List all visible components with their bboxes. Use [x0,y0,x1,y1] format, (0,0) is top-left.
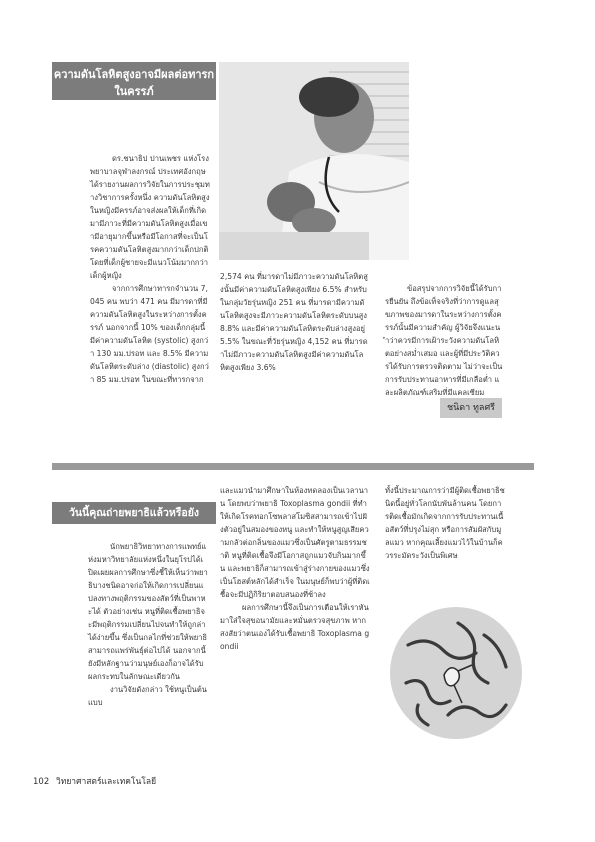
section-divider [52,463,534,470]
article-1-title-text: ความดันโลหิตสูงอาจมีผลต่อทารกในครรภ์ [53,68,215,98]
article-1-author [440,398,502,418]
article-2-column-3 [385,484,505,562]
article-2-column-1 [88,540,208,709]
article-1-paragraph-4: ข้อสรุปจากการวิจัยนี้ได้รับการยืนยัน ถึงข้อเท็จจริงที่ว่าการดูแลสุขภาพของมารดาในระหว่างการตั้งครรภ์นั้นมีความสำคัญ ผู้วิจัยจึงแนะนำว่าควรมีการเฝ้าระวังความดันโลหิตอย่างสม่ำเสมอ และผู้ที่มีประวัติควรได้รับการตรวจติดตาม ไม่ว่าจะเป็นการรับประทานอาหารที่มีเกลือต่ำ และผลิตภัณฑ์เสริมที่มีแคลเซียม [385,284,503,397]
article-2-title-text: วันนี้คุณถ่ายพยาธิแล้วหรือยัง [68,507,200,519]
magazine-name: วิทยาศาสตร์และเทคโนโลยี [55,777,157,787]
article-2 [0,470,595,800]
doctor-baby-photo [219,62,409,260]
article-1-column-3 [385,282,503,399]
article-1-paragraph-1: ดร.ชนาธิป ปานเพชร แห่งโรงพยาบาลจุฬาลงกรณ์ ประเทศอังกฤษ ได้รายงานผลการวิจัยในการประชุมทางวิชาการครั้งหนึ่ง ความดันโลหิตสูงในหญิงมีครรภ์อาจส่งผลให้เด็กที่เกิดมามีภาวะที่มีความดันโลหิตสูงเมื่อเขามีอายุมากขึ้นหรือมีโอกาสที่จะเป็นโรคความดันโลหิตสูงมากกว่าเด็กปกติ โดยที่เด็กผู้ชายจะมีแนวโน้มมากกว่าเด็กผู้หญิง [90,154,210,280]
article-2-title [52,502,216,524]
article-2-paragraph-2: งานวิจัยดังกล่าว ใช้หนูเป็นต้นแบบ [88,685,207,707]
article-2-column-2 [220,484,370,653]
article-1-paragraph-2: จากการศึกษาทารกจำนวน 7,045 คน พบว่า 471 คน มีมารดาที่มีความดันโลหิตสูงในระหว่างการตั้งครรภ์ นอกจากนี้ 10% ของเด็กกลุ่มนี้มีค่าความดันโลหิต (systolic) สูงกว่า 130 มม.ปรอท และ 8.5% มีความดันโลหิตระดับล่าง (diastolic) สูงกว่า 85 มม.ปรอท ในขณะที่ทารกจาก [90,284,209,384]
parasite-illustration [388,605,524,741]
page-number: 102 [33,777,50,787]
article-2-paragraph-5: ทั้งนี้ประมาณการว่ามีผู้ติดเชื้อพยาธิชนิดนี้อยู่ทั่วโลกนับพันล้านคน โดยการติดเชื้อมักเกิดจากการรับประทานเนื้อสัตว์ที่ปรุงไม่สุก หรือการสัมผัสกับมูลแมว หากคุณเลี้ยงแมวไว้ในบ้านก็ควรระมัดระวังเป็นพิเศษ [385,486,505,560]
article-2-paragraph-1: นักพยาธิวิทยาทางการแพทย์แห่งมหาวิทยาลัยแห่งหนึ่งในยุโรปได้เปิดเผยผลการศึกษาซึ่งชี้ให้เห็นว่าพยาธิบางชนิดอาจก่อให้เกิดการเปลี่ยนแปลงทางพฤติกรรมของสัตว์ที่เป็นพาหะได้ ตัวอย่างเช่น หนูที่ติดเชื้อพยาธิจะมีพฤติกรรมเปลี่ยนไปจนทำให้ถูกล่าได้ง่ายขึ้น ซึ่งเป็นกลไกที่ช่วยให้พยาธิสามารถแพร่พันธุ์ต่อไปได้ นอกจากนี้ยังมีหลักฐานว่ามนุษย์เองก็อาจได้รับผลกระทบในลักษณะเดียวกัน [88,542,208,681]
parasite-icon [388,605,524,741]
article-1-title [52,62,216,100]
photo-illustration [219,62,409,260]
article-2-paragraph-3: และแมวนำมาศึกษาในห้องทดลองเป็นเวลานาน โดยพบว่าพยาธิ Toxoplasma gondii ที่ทำให้เกิดโรคทอกโซพลาสโมซิสสามารถเข้าไปฝังตัวอยู่ในสมองของหนู และทำให้หนูสูญเสียความกลัวต่อกลิ่นของแมวซึ่งเป็นศัตรูตามธรรมชาติ หนูที่ติดเชื้อจึงมีโอกาสถูกแมวจับกินมากขึ้น และพยาธิก็สามารถเข้าสู่ร่างกายของแมวซึ่งเป็นโฮสต์หลักได้สำเร็จ ในมนุษย์ก็พบว่าผู้ที่ติดเชื้อจะมีปฏิกิริยาตอบสนองที่ช้าลง [220,486,370,599]
article-1-column-2 [220,270,368,374]
author-name: ชนิดา ทูลศรี [446,403,495,413]
article-2-paragraph-4: ผลการศึกษานี้จึงเป็นการเตือนให้เราหันมาใส่ใจสุขอนามัยและหมั่นตรวจสุขภาพ หากสงสัยว่าตนเองได้รับเชื้อพยาธิ Toxoplasma gondii [220,603,370,651]
article-1-paragraph-3: 2,574 คน ที่มารดาไม่มีภาวะความดันโลหิตสูงนั้นมีค่าความดันโลหิตสูงเพียง 6.5% สำหรับในกลุ่มวัยรุ่นหญิง 251 คน ที่มารดามีความดันโลหิตสูงจะมีภาวะความดันโลหิตระดับบนสูง 8.8% และมีค่าความดันโลหิตระดับล่างสูงอยู่ 5.5% ในขณะที่วัยรุ่นหญิง 4,152 คน ที่มารดาไม่มีภาวะความดันโลหิตสูงมีค่าความดันโลหิตสูงเพียง 3.6% [220,272,368,372]
page-footer [33,774,333,788]
article-1-column-1 [90,152,210,386]
